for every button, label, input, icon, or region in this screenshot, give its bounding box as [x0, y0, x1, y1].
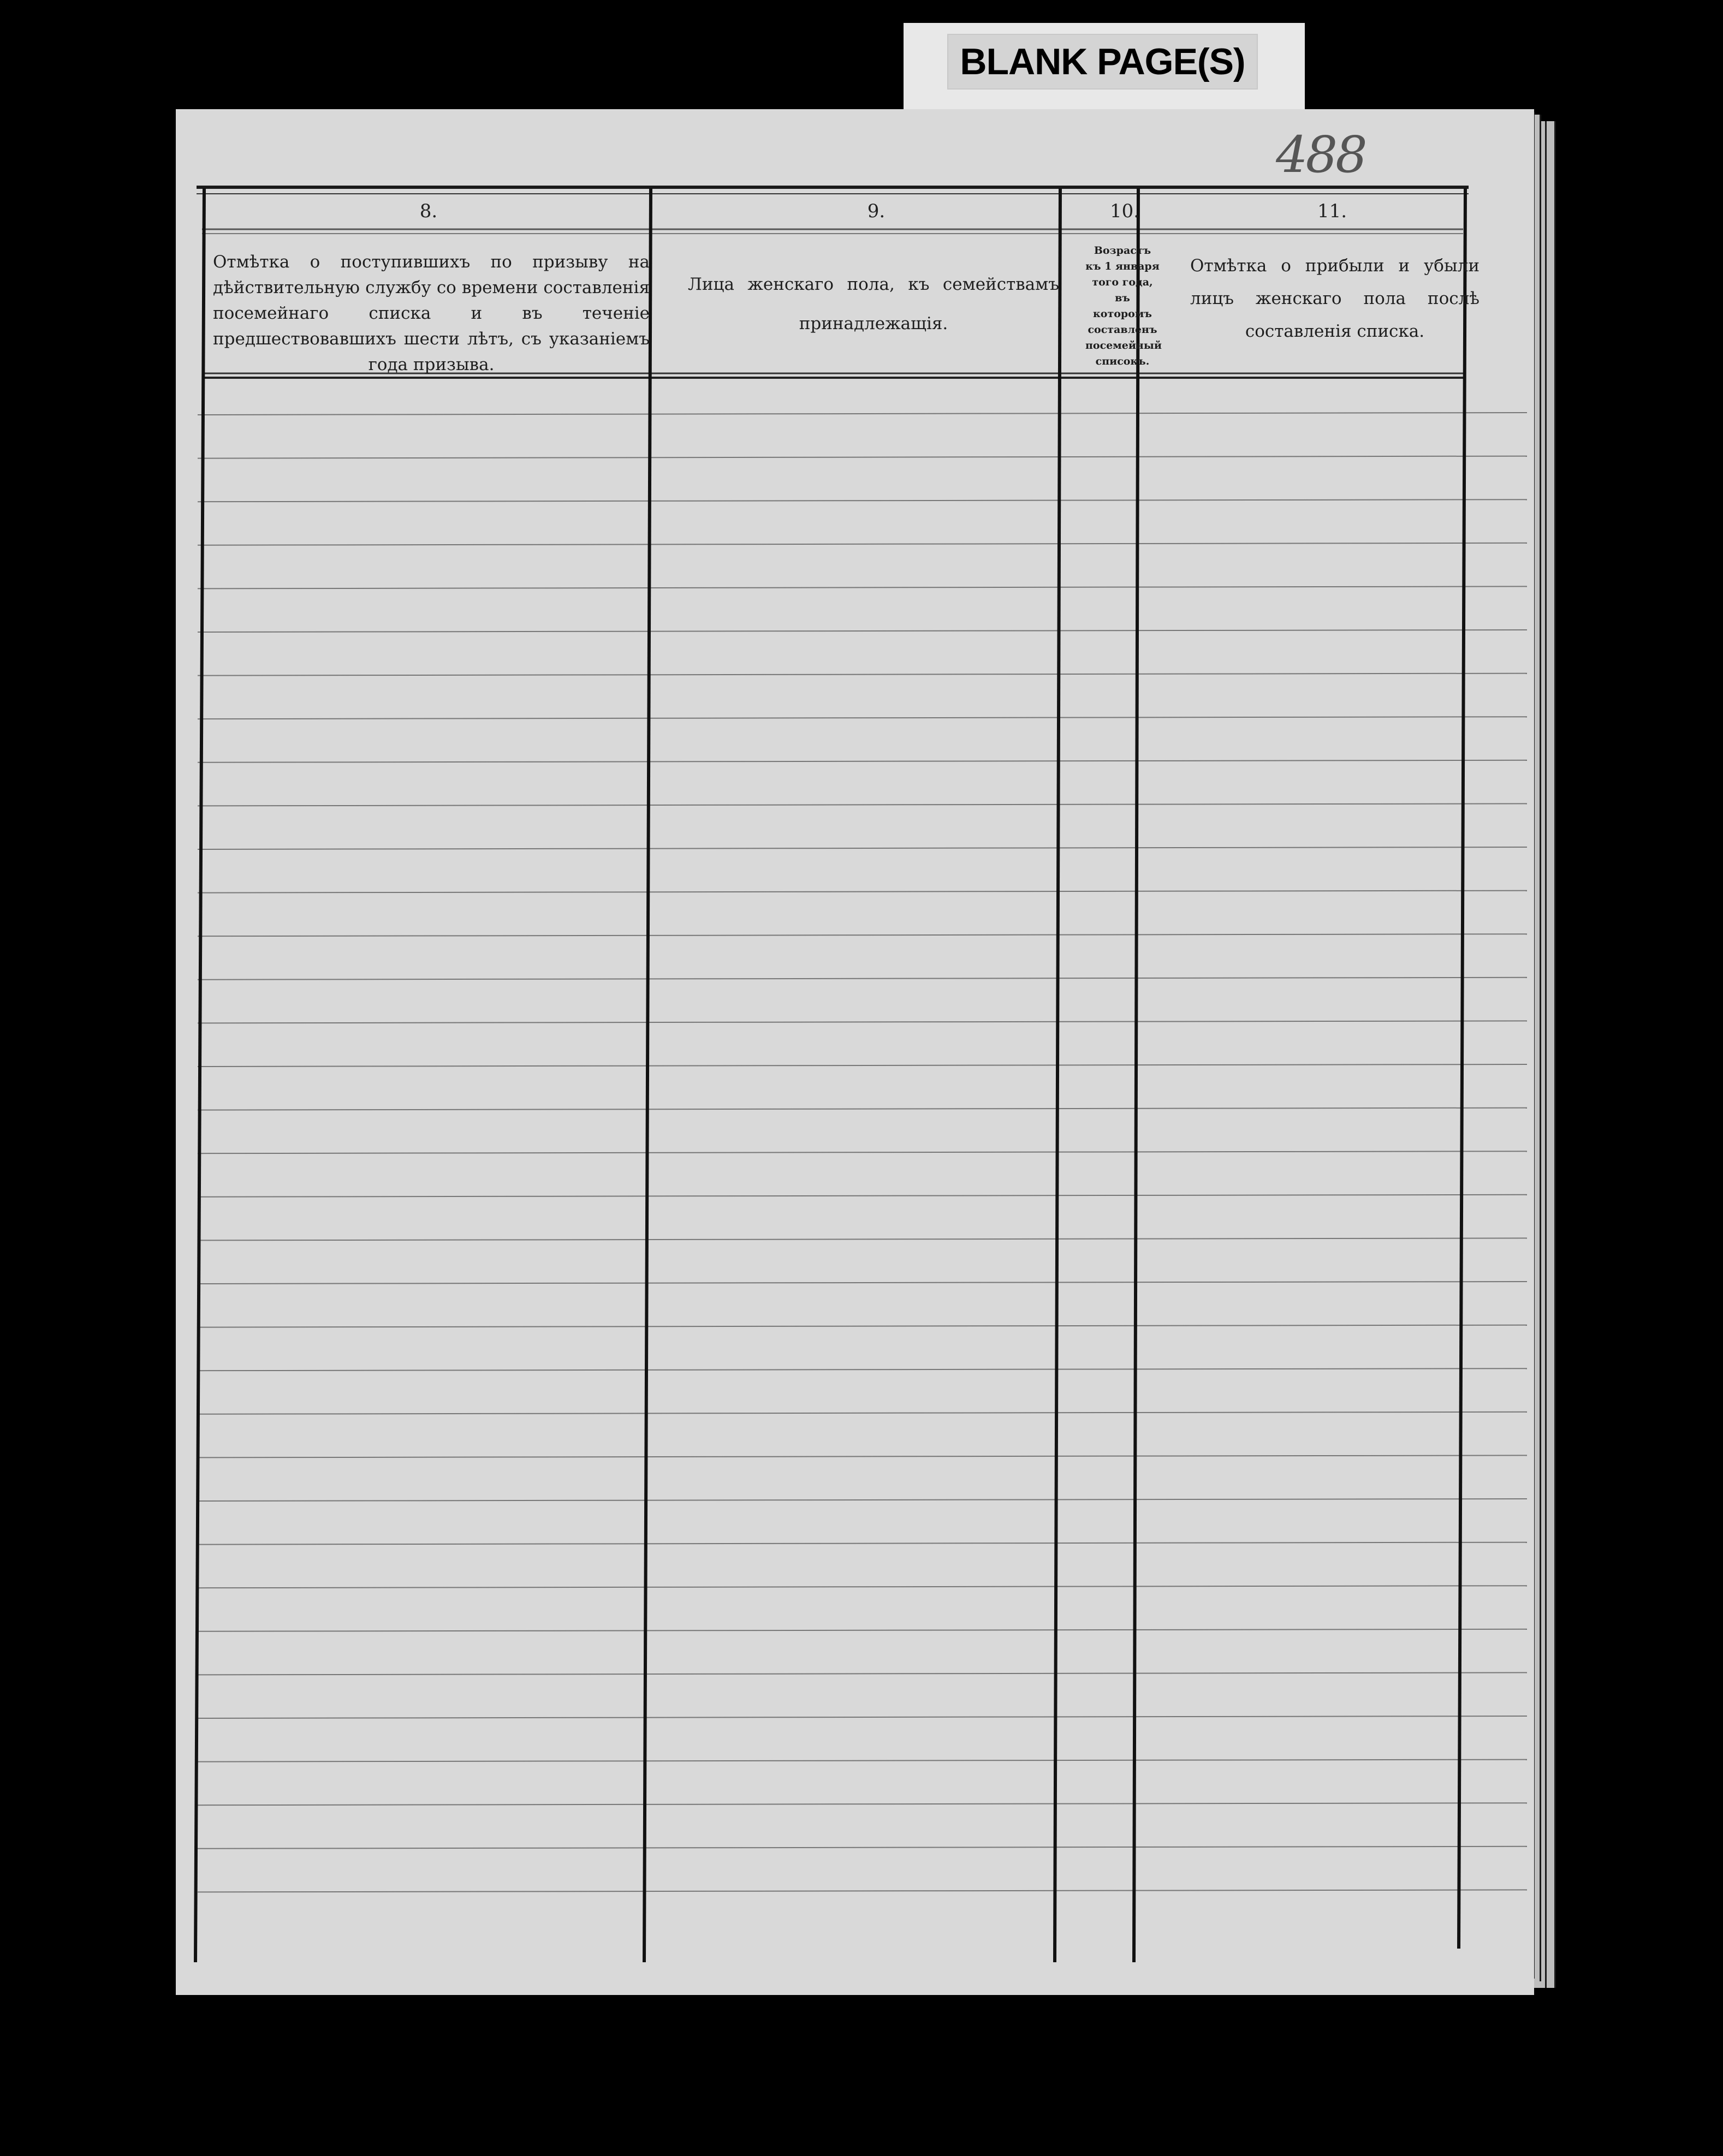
ledger-line — [198, 1586, 1527, 1588]
ledger-line — [198, 1021, 1527, 1023]
ledger-line — [198, 1238, 1527, 1240]
ledger-line — [198, 803, 1527, 806]
column-heading-9: Лица женскаго пола, къ семействамъ принадлежащія. — [688, 275, 1059, 333]
table-header — [202, 188, 1480, 483]
ledger-line — [198, 1368, 1527, 1371]
column-heading-11: Отмѣтка о прибыли и убыли лицъ женскаго пола послѣ составленія списка. — [1190, 256, 1480, 341]
ledger-line — [198, 1672, 1527, 1675]
blank-page-stamp: BLANK PAGE(S) — [947, 34, 1258, 90]
ledger-line — [198, 499, 1527, 502]
column-number-8: 8. — [419, 200, 438, 222]
ledger-line — [198, 1890, 1527, 1892]
column-number-9: 9. — [867, 200, 886, 222]
ledger-line — [198, 978, 1527, 980]
ledger-line — [198, 1847, 1527, 1849]
ledger-line — [198, 1629, 1527, 1631]
ledger-line — [198, 586, 1527, 588]
ledger-line — [198, 543, 1527, 545]
ledger-line — [198, 1151, 1527, 1153]
ledger-line — [198, 1499, 1527, 1501]
register-page — [176, 109, 1534, 1995]
ledger-line — [198, 760, 1527, 763]
ledger-line — [198, 1412, 1527, 1414]
ledger-line — [198, 934, 1527, 936]
ledger-line — [198, 1455, 1527, 1457]
column-number-10: 10. — [1109, 200, 1140, 222]
ledger-line — [198, 1760, 1527, 1762]
ledger-line — [198, 1195, 1527, 1197]
ledger-line — [198, 1803, 1527, 1805]
column-number-11: 11. — [1317, 200, 1347, 222]
column-heading-8: Отмѣтка о поступившихъ по призыву на дѣйствительную службу со времени составленія посемейнаго списка и въ теченіе предшествовавшихъ шести лѣтъ, съ указаніемъ года призыва. — [213, 252, 650, 374]
column-heading-10: Возрастъ къ 1 января того года, въ которомъ составленъ посемейный списокъ. — [1085, 245, 1162, 367]
ledger-line — [198, 674, 1527, 676]
ledger-line — [198, 1064, 1527, 1067]
ledger-line — [198, 1325, 1527, 1327]
ledger-line — [198, 630, 1527, 632]
ledger-line — [198, 847, 1527, 849]
ledger-line — [198, 717, 1527, 719]
ledger-line — [198, 1542, 1527, 1545]
ledger-line — [198, 1282, 1527, 1284]
ledger-line — [198, 1716, 1527, 1718]
page-number: 488 — [1276, 126, 1365, 184]
ledger-line — [198, 891, 1527, 893]
ledger-line — [198, 1108, 1527, 1110]
